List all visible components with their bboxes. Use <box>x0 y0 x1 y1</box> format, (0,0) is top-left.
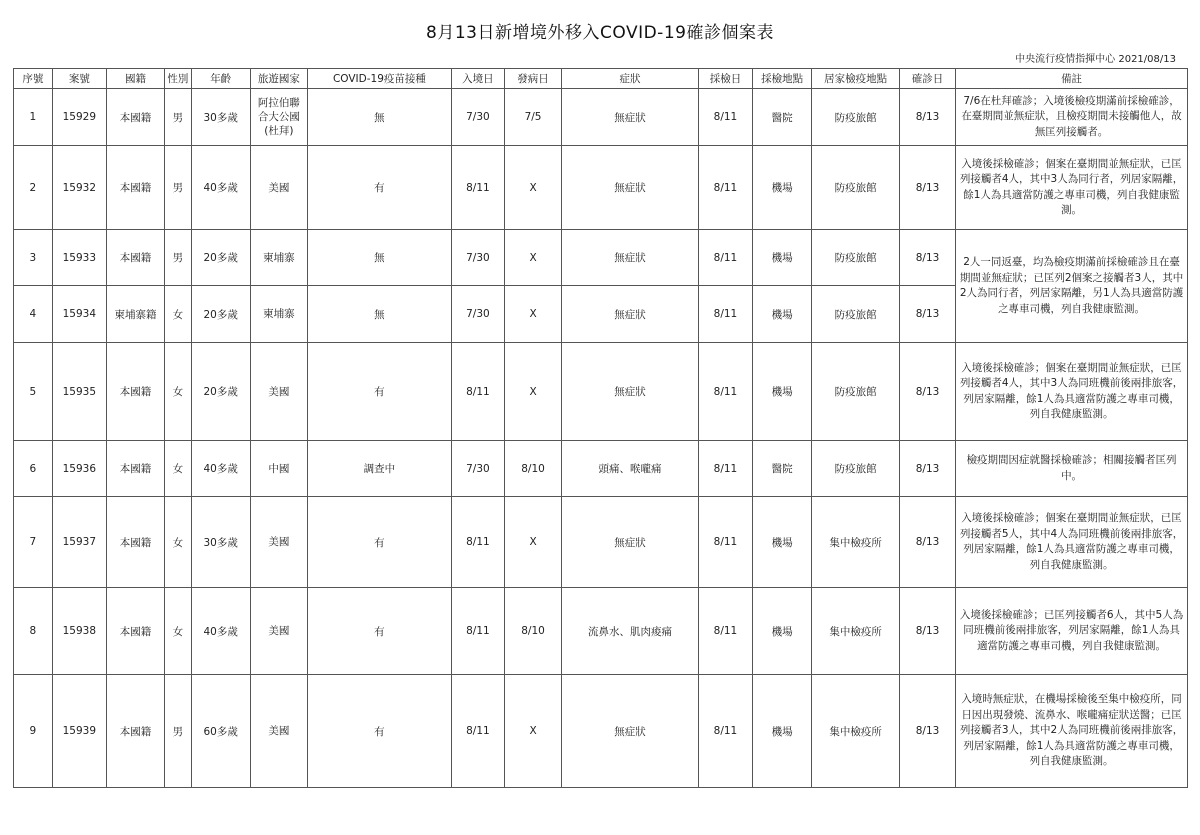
cell-test-site: 機場 <box>753 497 812 588</box>
cell-sex: 女 <box>165 497 192 588</box>
cell-no: 7 <box>14 497 53 588</box>
cell-entry: 8/11 <box>451 588 504 675</box>
cell-case: 15937 <box>52 497 106 588</box>
table-row <box>14 146 1188 230</box>
cell-nationality: 柬埔寨籍 <box>106 286 164 343</box>
cell-note: 入境後採檢確診；個案在臺期間並無症狀，已匡列接觸者4人，其中3人為同行者，列居家隔離，餘1人為具適當防護之專車司機，列自我健康監測。 <box>956 146 1188 230</box>
cell-note: 入境時無症狀，在機場採檢後至集中檢疫所，同日因出現發燒、流鼻水、喉嚨痛症狀送醫；已匡列接觸者3人，其中2人為同班機前後兩排旅客，列居家隔離，餘1人為具適當防護之專車司機，列自我健康監測。 <box>956 675 1188 788</box>
cell-symptom: 流鼻水、肌肉痠痛 <box>562 588 699 675</box>
cell-no: 3 <box>14 230 53 286</box>
header-nationality: 國籍 <box>106 69 164 89</box>
case-table <box>13 68 1188 788</box>
cell-note: 7/6在杜拜確診；入境後檢疫期滿前採檢確診，在臺期間並無症狀，且檢疫期間未接觸他人，故無匡列接觸者。 <box>956 89 1188 146</box>
cell-vaccine: 有 <box>307 343 451 441</box>
cell-test-site: 機場 <box>753 286 812 343</box>
cell-nationality: 本國籍 <box>106 588 164 675</box>
cell-travel: 中國 <box>250 441 307 497</box>
cell-note: 入境後採檢確診；個案在臺期間並無症狀，已匡列接觸者4人，其中3人為同班機前後兩排旅客，列居家隔離，餘1人為具適當防護之專車司機，列自我健康監測。 <box>956 343 1188 441</box>
cell-age: 30多歲 <box>191 497 250 588</box>
cell-onset: 7/5 <box>504 89 561 146</box>
cell-test-site: 機場 <box>753 146 812 230</box>
cell-confirm: 8/13 <box>899 343 955 441</box>
cell-sex: 男 <box>165 230 192 286</box>
header-case: 案號 <box>52 69 106 89</box>
cell-entry: 7/30 <box>451 89 504 146</box>
cell-confirm: 8/13 <box>899 497 955 588</box>
cell-sex: 女 <box>165 343 192 441</box>
cell-test-date: 8/11 <box>698 286 752 343</box>
cell-travel: 阿拉伯聯合大公國(杜拜) <box>250 89 307 146</box>
cell-travel: 美國 <box>250 146 307 230</box>
cell-age: 40多歲 <box>191 441 250 497</box>
table-row <box>14 343 1188 441</box>
cell-no: 5 <box>14 343 53 441</box>
cell-quarantine: 集中檢疫所 <box>812 588 900 675</box>
cell-travel: 美國 <box>250 588 307 675</box>
cell-confirm: 8/13 <box>899 286 955 343</box>
cell-symptom: 無症狀 <box>562 675 699 788</box>
cell-test-date: 8/11 <box>698 588 752 675</box>
cell-test-site: 機場 <box>753 588 812 675</box>
cell-sex: 女 <box>165 588 192 675</box>
cell-no: 2 <box>14 146 53 230</box>
cell-note: 檢疫期間因症就醫採檢確診；相關接觸者匡列中。 <box>956 441 1188 497</box>
cell-travel: 美國 <box>250 675 307 788</box>
cell-case: 15935 <box>52 343 106 441</box>
cell-confirm: 8/13 <box>899 146 955 230</box>
cell-onset: X <box>504 286 561 343</box>
cell-test-date: 8/11 <box>698 497 752 588</box>
cell-test-date: 8/11 <box>698 675 752 788</box>
cell-age: 20多歲 <box>191 343 250 441</box>
cell-no: 6 <box>14 441 53 497</box>
cell-entry: 7/30 <box>451 230 504 286</box>
cell-vaccine: 無 <box>307 89 451 146</box>
cell-sex: 女 <box>165 441 192 497</box>
table-header-row <box>14 69 1188 89</box>
cell-vaccine: 有 <box>307 588 451 675</box>
cell-sex: 女 <box>165 286 192 343</box>
table-row <box>14 89 1188 146</box>
cell-quarantine: 集中檢疫所 <box>812 675 900 788</box>
cell-symptom: 無症狀 <box>562 286 699 343</box>
cell-age: 20多歲 <box>191 286 250 343</box>
cell-onset: X <box>504 230 561 286</box>
header-onset: 發病日 <box>504 69 561 89</box>
page-title: 8月13日新增境外移入COVID-19確診個案表 <box>426 23 774 43</box>
cell-vaccine: 有 <box>307 497 451 588</box>
cell-symptom: 無症狀 <box>562 230 699 286</box>
cell-quarantine: 集中檢疫所 <box>812 497 900 588</box>
cell-quarantine: 防疫旅館 <box>812 146 900 230</box>
header-age: 年齡 <box>191 69 250 89</box>
cell-age: 20多歲 <box>191 230 250 286</box>
cell-vaccine: 有 <box>307 146 451 230</box>
cell-onset: X <box>504 497 561 588</box>
cell-test-date: 8/11 <box>698 441 752 497</box>
cell-test-site: 機場 <box>753 343 812 441</box>
header-confirm: 確診日 <box>899 69 955 89</box>
cell-quarantine: 防疫旅館 <box>812 286 900 343</box>
cell-onset: X <box>504 343 561 441</box>
cell-no: 9 <box>14 675 53 788</box>
cell-case: 15929 <box>52 89 106 146</box>
header-travel: 旅遊國家 <box>250 69 307 89</box>
cell-vaccine: 調查中 <box>307 441 451 497</box>
cell-age: 60多歲 <box>191 675 250 788</box>
cell-symptom: 頭痛、喉嚨痛 <box>562 441 699 497</box>
cell-age: 40多歲 <box>191 146 250 230</box>
cell-travel: 美國 <box>250 497 307 588</box>
cell-nationality: 本國籍 <box>106 146 164 230</box>
cell-sex: 男 <box>165 675 192 788</box>
cell-case: 15933 <box>52 230 106 286</box>
table-row <box>14 497 1188 588</box>
cell-confirm: 8/13 <box>899 89 955 146</box>
cell-nationality: 本國籍 <box>106 343 164 441</box>
header-vaccine: COVID-19疫苗接種 <box>307 69 451 89</box>
cell-entry: 7/30 <box>451 441 504 497</box>
cell-confirm: 8/13 <box>899 230 955 286</box>
cell-vaccine: 無 <box>307 286 451 343</box>
cell-test-date: 8/11 <box>698 230 752 286</box>
cell-symptom: 無症狀 <box>562 343 699 441</box>
header-entry: 入境日 <box>451 69 504 89</box>
cell-quarantine: 防疫旅館 <box>812 441 900 497</box>
cell-confirm: 8/13 <box>899 675 955 788</box>
cell-test-date: 8/11 <box>698 89 752 146</box>
cell-vaccine: 無 <box>307 230 451 286</box>
cell-test-date: 8/11 <box>698 343 752 441</box>
cell-symptom: 無症狀 <box>562 497 699 588</box>
cell-sex: 男 <box>165 146 192 230</box>
cell-entry: 8/11 <box>451 343 504 441</box>
cell-nationality: 本國籍 <box>106 441 164 497</box>
cell-travel: 柬埔寨 <box>250 230 307 286</box>
cell-entry: 8/11 <box>451 146 504 230</box>
cell-nationality: 本國籍 <box>106 89 164 146</box>
cell-symptom: 無症狀 <box>562 89 699 146</box>
cell-case: 15938 <box>52 588 106 675</box>
table-row <box>14 441 1188 497</box>
cell-no: 4 <box>14 286 53 343</box>
cell-confirm: 8/13 <box>899 588 955 675</box>
cell-nationality: 本國籍 <box>106 230 164 286</box>
cell-travel: 美國 <box>250 343 307 441</box>
header-quarantine: 居家檢疫地點 <box>812 69 900 89</box>
cell-nationality: 本國籍 <box>106 497 164 588</box>
cell-confirm: 8/13 <box>899 441 955 497</box>
cell-note: 入境後採檢確診；已匡列接觸者6人，其中5人為同班機前後兩排旅客，列居家隔離，餘1人為具適當防護之專車司機，列自我健康監測。 <box>956 588 1188 675</box>
cell-onset: 8/10 <box>504 588 561 675</box>
cell-note: 入境後採檢確診；個案在臺期間並無症狀，已匡列接觸者5人，其中4人為同班機前後兩排旅客，列居家隔離，餘1人為具適當防護之專車司機，列自我健康監測。 <box>956 497 1188 588</box>
cell-sex: 男 <box>165 89 192 146</box>
table-row <box>14 588 1188 675</box>
cell-nationality: 本國籍 <box>106 675 164 788</box>
table-row <box>14 675 1188 788</box>
cell-quarantine: 防疫旅館 <box>812 230 900 286</box>
cell-onset: X <box>504 675 561 788</box>
cell-case: 15936 <box>52 441 106 497</box>
cell-entry: 7/30 <box>451 286 504 343</box>
cell-test-date: 8/11 <box>698 146 752 230</box>
cell-case: 15939 <box>52 675 106 788</box>
header-sex: 性別 <box>165 69 192 89</box>
cell-entry: 8/11 <box>451 497 504 588</box>
source-date: 中央流行疫情指揮中心 2021/08/13 <box>1015 54 1176 65</box>
cell-travel: 柬埔寨 <box>250 286 307 343</box>
cell-age: 40多歲 <box>191 588 250 675</box>
header-symptom: 症狀 <box>562 69 699 89</box>
cell-onset: 8/10 <box>504 441 561 497</box>
header-note: 備註 <box>956 69 1188 89</box>
cell-test-site: 機場 <box>753 675 812 788</box>
cell-onset: X <box>504 146 561 230</box>
cell-symptom: 無症狀 <box>562 146 699 230</box>
cell-test-site: 醫院 <box>753 441 812 497</box>
cell-test-site: 醫院 <box>753 89 812 146</box>
header-test-site: 採檢地點 <box>753 69 812 89</box>
table-row <box>14 230 1188 286</box>
cell-case: 15934 <box>52 286 106 343</box>
cell-note: 2人一同返臺，均為檢疫期滿前採檢確診且在臺期間並無症狀；已匡列2個案之接觸者3人，其中2人為同行者，列居家隔離，另1人為具適當防護之專車司機，列自我健康監測。 <box>956 230 1188 343</box>
cell-case: 15932 <box>52 146 106 230</box>
cell-age: 30多歲 <box>191 89 250 146</box>
cell-quarantine: 防疫旅館 <box>812 89 900 146</box>
cell-quarantine: 防疫旅館 <box>812 343 900 441</box>
cell-no: 1 <box>14 89 53 146</box>
header-no: 序號 <box>14 69 53 89</box>
cell-entry: 8/11 <box>451 675 504 788</box>
cell-test-site: 機場 <box>753 230 812 286</box>
cell-vaccine: 有 <box>307 675 451 788</box>
header-test-date: 採檢日 <box>698 69 752 89</box>
cell-no: 8 <box>14 588 53 675</box>
